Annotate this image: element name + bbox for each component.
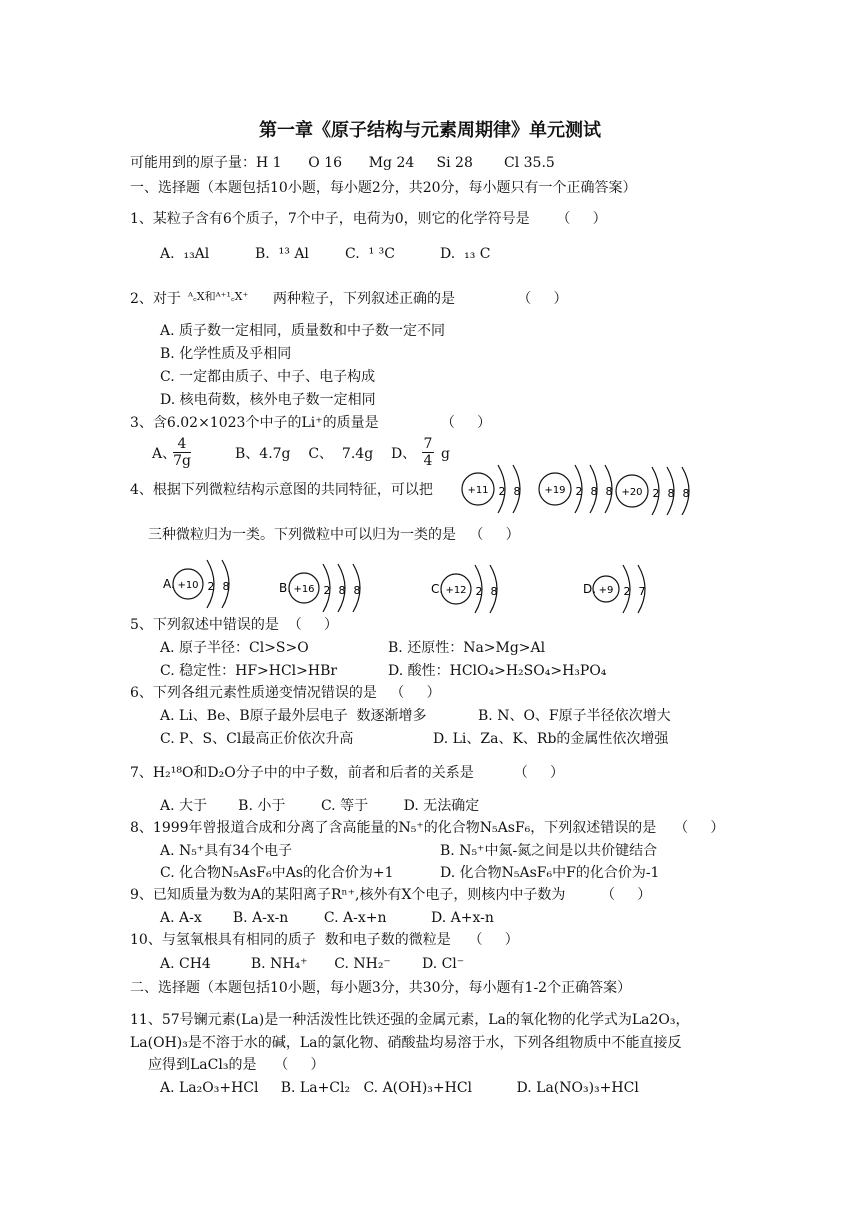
q4-particle-1-shell-count-2: 8: [513, 485, 521, 498]
q8-option-a: A. N₅⁺具有34个电子: [160, 843, 293, 859]
q1-option-c: C. ¹ ³C: [345, 246, 395, 262]
q3-a-numerator: 4: [177, 436, 187, 452]
q4-particle-2-nucleus: +19: [544, 485, 566, 496]
q5-stem: 5、下列叙述中错误的是 （ ）: [130, 617, 339, 633]
q2-stem-post: 两种粒子，下列叙述正确的是 （ ）: [273, 291, 568, 307]
q8-option-d: D. 化合物N₅AsF₆中F的化合价为-1: [440, 865, 660, 881]
q2-stem-pre: 2、对于: [130, 291, 181, 307]
q4-option-b-shell-count-3: 8: [353, 584, 361, 597]
q4-option-d-shell-count-1: 2: [623, 585, 631, 598]
q6-option-c: C. P、S、Cl最高正价依次升高: [160, 731, 354, 747]
q5-option-d: D. 酸性：HClO₄>H₂SO₄>H₃PO₄: [388, 663, 607, 679]
q3-a-label: A、: [152, 446, 177, 462]
q10-stem: 10、与氢氧根具有相同的质子 数和电子数的微粒是 （ ）: [130, 932, 519, 948]
q4-option-a-shell-count-2: 8: [222, 580, 230, 593]
q11-line3: 应得到LaCl₃的是 （ ）: [148, 1057, 325, 1073]
q8-stem: 8、1999年曾报道合成和分离了含高能量的N₅⁺的化合物N₅AsF₆，下列叙述错误的是 （ ）: [130, 820, 725, 836]
q4-particle-3-shell-count-2: 8: [667, 487, 675, 500]
q4-stem2: 三种微粒归为一类。下列微粒中可以归为一类的是 （ ）: [148, 527, 520, 543]
q4-option-a: [163, 560, 230, 608]
q4-particle-2-shell-count-2: 8: [590, 485, 598, 498]
q2-nuclides: ᴬ꜀X和ᴬ⁺¹꜀X⁺: [188, 290, 249, 303]
q4-option-c-label: C.: [431, 582, 444, 596]
q4-particle-3: [616, 467, 690, 515]
q7-stem: 7、H₂¹⁸O和D₂O分子中的中子数，前者和后者的关系是 （ ）: [130, 765, 565, 781]
q4-particle-3-shell-count-3: 8: [682, 487, 690, 500]
q4-particle-3-shell-count-1: 2: [652, 487, 660, 500]
q10-options: A. CH4 B. NH₄⁺ C. NH₂⁻ D. Cl⁻: [160, 956, 465, 972]
q1-option-b: B. ¹³ Al: [255, 246, 309, 262]
q4-option-d-shell-count-2: 7: [638, 585, 646, 598]
q2-option-c: C. 一定都由质子、中子、电子构成: [160, 369, 376, 385]
q3-d-numerator: 7: [423, 436, 433, 452]
q8-option-b: B. N₅⁺中氮-氮之间是以共价键结合: [440, 843, 658, 859]
q3-option-b-c: B、4.7g C、 7.4g D、: [235, 446, 417, 462]
q4-option-b: [279, 564, 361, 612]
q5-option-a: A. 原子半径：Cl>S>O: [160, 640, 309, 656]
q11-options: A. La₂O₃+HCl B. La+Cl₂ C. A(OH)₃+HCl D. La(NO₃)₃+HCl: [160, 1080, 639, 1096]
q4-particle-1-shell-count-1: 2: [498, 485, 506, 498]
q2-option-a: A. 质子数一定相同，质量数和中子数一定不同: [160, 323, 446, 339]
q4-option-a-shell-count-1: 2: [207, 580, 215, 593]
q7-options: A. 大于 B. 小于 C. 等于 D. 无法确定: [160, 798, 480, 814]
q3-a-denominator: 7g: [173, 453, 191, 469]
q4-option-b-shell-count-1: 2: [323, 584, 331, 597]
q8-option-c: C. 化合物N₅AsF₆中As的化合价为+1: [160, 865, 394, 881]
q4-option-b-label: B.: [279, 581, 292, 595]
q4-stem: 4、根据下列微粒结构示意图的共同特征，可以把: [130, 482, 433, 498]
q4-option-c: [431, 565, 498, 613]
q1-option-d: D. ₁₃ C: [440, 246, 491, 262]
q9-options: A. A-x B. A-x-n C. A-x+n D. A+x-n: [160, 910, 494, 926]
q1-option-a: A. ₁₃Al: [160, 246, 210, 262]
q3-d-unit: g: [441, 446, 450, 462]
q3-stem: 3、含6.02×1023个中子的Li⁺的质量是 （ ）: [130, 415, 492, 431]
q4-particle-2: [539, 465, 613, 513]
q4-particle-1: [462, 465, 521, 513]
atomic-mass-line: 可能用到的原子量：H 1 O 16 Mg 24 Si 28 Cl 35.5: [130, 155, 555, 171]
q5-option-b: B. 还原性：Na>Mg>Al: [388, 640, 546, 656]
q9-stem: 9、已知质量为数为A的某阳离子Rⁿ⁺,核外有X个电子，则核内中子数为 （ ）: [130, 887, 652, 903]
q2-option-d: D. 核电荷数，核外电子数一定相同: [160, 392, 376, 408]
q6-stem: 6、下列各组元素性质递变情况错误的是 （ ）: [130, 685, 441, 701]
q5-option-c: C. 稳定性：HF>HCl>HBr: [160, 663, 338, 679]
q4-option-c-shell-count-2: 8: [490, 585, 498, 598]
q4-option-d-nucleus: +9: [598, 585, 614, 596]
q3-d-denominator: 4: [423, 453, 433, 469]
q6-option-d: D. Li、Za、K、Rb的金属性依次增强: [433, 731, 669, 747]
q4-option-d-label: D.: [583, 582, 597, 596]
q4-particle-2-shell-count-1: 2: [575, 485, 583, 498]
q6-option-b: B. N、O、F原子半径依次增大: [478, 708, 671, 724]
q4-option-a-nucleus: +10: [177, 580, 199, 591]
q6-option-a: A. Li、Be、B原子最外层电子 数逐渐增多: [160, 708, 427, 724]
q2-option-b: B. 化学性质及乎相同: [160, 346, 292, 362]
q4-option-c-shell-count-1: 2: [475, 585, 483, 598]
q11-line2: La(OH)₃是不溶于水的碱，La的氯化物、硝酸盐均易溶于水，下列各组物质中不能直接反: [130, 1035, 682, 1051]
q4-particle-3-nucleus: +20: [621, 487, 643, 498]
q4-option-b-nucleus: +16: [293, 584, 315, 595]
q4-particle-1-nucleus: +11: [467, 485, 489, 496]
section2-heading: 二、选择题（本题包括10小题，每小题3分，共30分，每小题有1-2个正确答案）: [130, 980, 632, 996]
q4-option-c-nucleus: +12: [445, 585, 467, 596]
q4-option-a-label: A.: [163, 577, 175, 591]
q4-option-d: [583, 565, 646, 613]
q11-line1: 11、57号镧元素(La)是一种活泼性比铁还强的金属元素，La的氧化物的化学式为La2O₃，: [130, 1012, 690, 1028]
q4-option-b-shell-count-2: 8: [338, 584, 346, 597]
section1-heading: 一、选择题（本题包括10小题，每小题2分，共20分，每小题只有一个正确答案）: [130, 180, 637, 196]
q4-particle-2-shell-count-3: 8: [605, 485, 613, 498]
q1-stem: 1、某粒子含有6个质子，7个中子，电荷为0，则它的化学符号是 （ ）: [130, 211, 607, 227]
page-title: 第一章《原子结构与元素周期律》单元测试: [259, 120, 601, 141]
